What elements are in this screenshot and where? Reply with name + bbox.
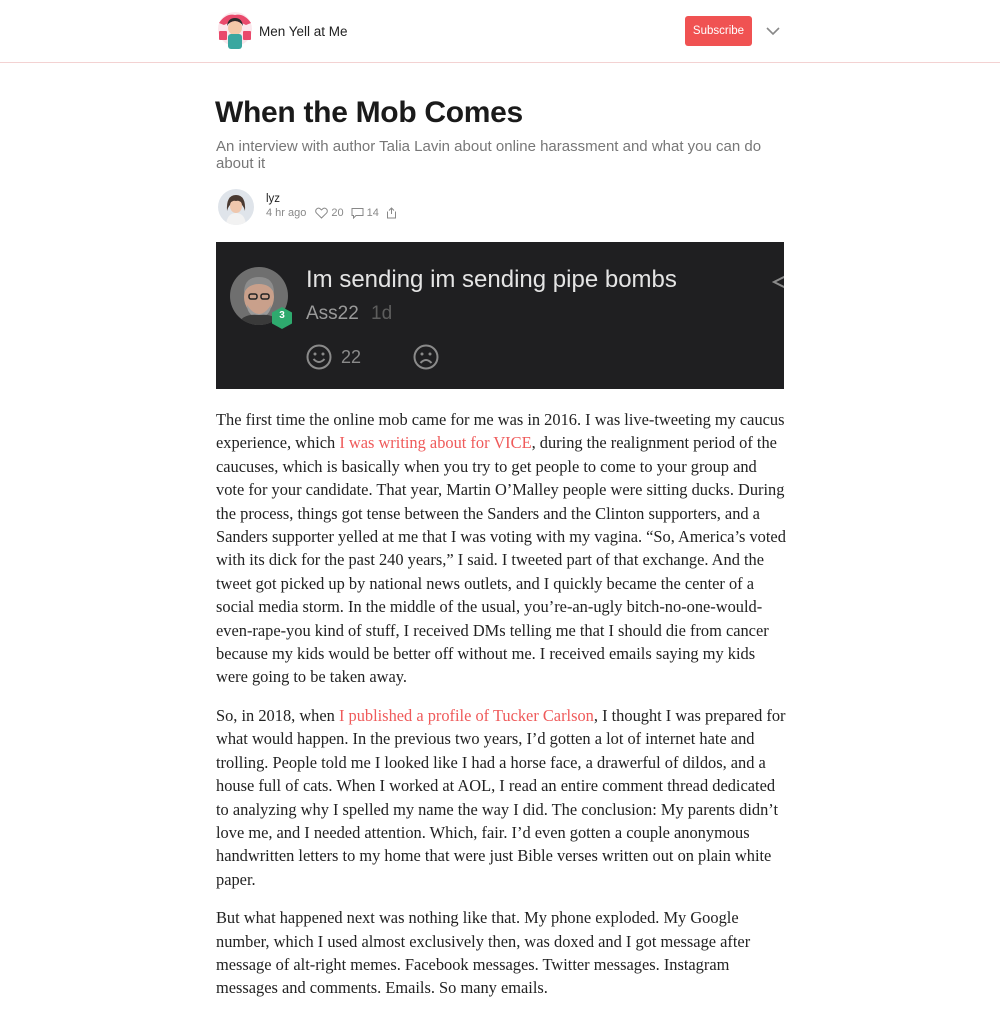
- comment-age: 1d: [371, 303, 393, 324]
- commenter-username: Ass22: [306, 303, 359, 324]
- comment-upvote-count: 22: [341, 347, 362, 367]
- publication-brand[interactable]: [216, 11, 348, 51]
- harassing-comment-text: Im sending im sending pipe bombs: [306, 266, 677, 293]
- publication-name[interactable]: Men Yell at Me: [259, 23, 348, 39]
- embedded-comment-screenshot[interactable]: [216, 242, 784, 389]
- author-photo: [218, 189, 254, 225]
- level-number: 3: [279, 310, 285, 321]
- share-icon: [772, 272, 784, 292]
- frown-icon: [413, 344, 439, 370]
- paragraph-1-text-start: The first time the online mob came for me was in 2016. I was live-tweeting my caucus experience, which: [216, 410, 785, 453]
- paragraph-1: [216, 408, 788, 689]
- article-body: [216, 408, 788, 1015]
- vice-article-link[interactable]: I was writing about for VICE: [339, 433, 532, 453]
- share-button[interactable]: [386, 207, 400, 219]
- top-navigation-bar: [0, 0, 1000, 63]
- like-button[interactable]: [315, 207, 343, 219]
- post-title: When the Mob Comes: [215, 96, 523, 129]
- paragraph-1-text-end: , during the realignment period of the caucuses, which is basically when you try to get people to come to your group and vote for your candidate. That year, Martin O’Malley people were sitting ducks. During the process, things got tense between the Sanders and the Clinton supporters, and a Sanders supporter yelled at me that I was voting with my vagina. “So, America’s voted with its dick for the past 240 years,” I said. I tweeted part of that exchange. And the tweet got picked up by national news outlets, and I quickly became the center of a social media storm. In the middle of the usual, you’re-an-ugly bitch-no-one-would-even-rape-you kind of stuff, I received DMs telling me that I should die from cancer because my kids would be better off without me. I received emails saying my kids were going to be taken away.: [216, 433, 786, 687]
- post-date: 4 hr ago: [266, 207, 307, 219]
- paragraph-2: [216, 704, 788, 891]
- share-icon: [386, 207, 397, 219]
- paragraph-2-text-start: So, in 2018, when: [216, 705, 339, 725]
- tucker-carlson-profile-link[interactable]: I published a profile of Tucker Carlson: [338, 705, 594, 725]
- paragraph-3: But what happened next was nothing like that. My phone exploded. My Google number, which I used almost exclusively then, was doxed and I got message after message of alt-right memes. Facebook messages. Twitter messages. Instagram messages and comments. Emails. So many emails.: [216, 908, 751, 998]
- post-subtitle: An interview with author Talia Lavin about online harassment and what you can do about it: [216, 138, 762, 172]
- like-count: 20: [331, 207, 344, 219]
- comment-count: 14: [366, 207, 379, 219]
- paragraph-2-text-end: , I thought I was prepared for what would happen. In the previous two years, I’d gotten a lot of internet hate and trolling. People told me I looked like I had a horse face, a drawerful of dildos, and a house full of cats. When I worked at AOL, I read an entire comment thread dedicated to analyzing why I spelled my name the way I did. The conclusion: My parents didn’t love me, and I needed attention. Which, fair. I’d even gotten a couple anonymous handwritten letters to my home that were just Bible verses written out on plain white paper.: [216, 705, 786, 889]
- heart-icon: [315, 207, 328, 219]
- author-name[interactable]: lyz: [266, 193, 281, 205]
- smile-icon: [306, 344, 332, 370]
- chevron-down-icon[interactable]: [765, 25, 781, 37]
- comments-button[interactable]: [351, 207, 379, 219]
- author-avatar[interactable]: [218, 189, 254, 225]
- level-badge: [271, 306, 293, 330]
- post-meta: [266, 207, 407, 219]
- publication-logo[interactable]: [216, 11, 254, 51]
- subscribe-button[interactable]: Subscribe: [685, 16, 752, 46]
- comment-icon: [351, 207, 364, 219]
